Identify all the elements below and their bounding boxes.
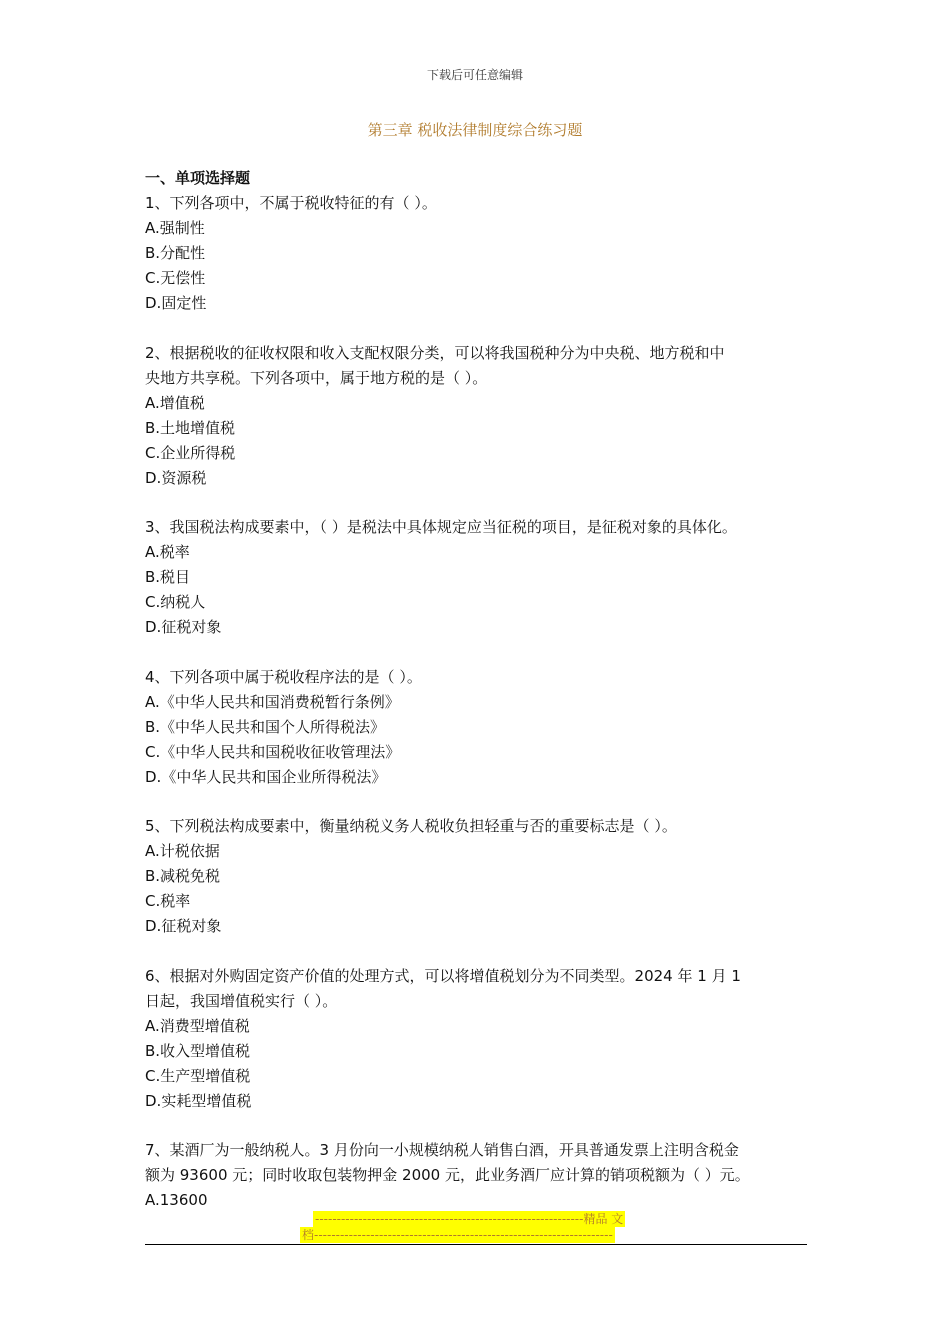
question-stem-cont: 日起，我国增值税实行（ ）。 bbox=[145, 991, 338, 1010]
option-c: C.税率 bbox=[145, 892, 191, 910]
question-2 bbox=[145, 341, 815, 491]
option-d: D.征税对象 bbox=[145, 618, 222, 636]
option-c: C.企业所得税 bbox=[145, 443, 236, 462]
question-stem: 4、下列各项中属于税收程序法的是（ ）。 bbox=[145, 667, 422, 686]
question-stem: 6、根据对外购固定资产价值的处理方式，可以将增值税划分为不同类型。2024 年 1 月 1 bbox=[145, 966, 741, 985]
option-d: D.征税对象 bbox=[145, 917, 222, 935]
question-3 bbox=[145, 515, 815, 640]
option-b: B.税目 bbox=[145, 568, 191, 586]
footer-banner-line-2: 档--------------------------------------------------------------------- bbox=[302, 1228, 613, 1242]
option-c: C.无偿性 bbox=[145, 269, 206, 287]
option-a: A.13600 bbox=[145, 1191, 208, 1209]
question-stem-cont: 额为 93600 元；同时收取包装物押金 2000 元，此业务酒厂应计算的销项税额为（ ）元。 bbox=[145, 1166, 750, 1184]
option-a: A.税率 bbox=[145, 543, 190, 561]
footer-banner-line-1: --------------------------------------------------------------精品 文 bbox=[315, 1212, 624, 1226]
question-stem: 7、某酒厂为一般纳税人。3 月份向一小规模纳税人销售白酒，开具普通发票上注明含税金 bbox=[145, 1141, 739, 1159]
document-title: 第三章 税收法律制度综合练习题 bbox=[367, 121, 583, 139]
option-c: C.《中华人民共和国税收征收管理法》 bbox=[145, 742, 401, 761]
document-body bbox=[145, 166, 815, 1238]
option-d: D.资源税 bbox=[145, 468, 207, 487]
question-5 bbox=[145, 814, 815, 939]
question-4 bbox=[145, 665, 815, 790]
option-a: A.强制性 bbox=[145, 219, 205, 237]
option-b: B.收入型增值税 bbox=[145, 1041, 251, 1060]
question-7 bbox=[145, 1138, 815, 1213]
footer-divider bbox=[145, 1244, 807, 1245]
question-1 bbox=[145, 191, 815, 316]
question-stem: 3、我国税法构成要素中，（ ）是税法中具体规定应当征税的项目，是征税对象的具体化。 bbox=[145, 518, 737, 536]
option-d: D.《中华人民共和国企业所得税法》 bbox=[145, 767, 387, 786]
option-b: B.减税免税 bbox=[145, 867, 221, 885]
option-c: C.纳税人 bbox=[145, 593, 206, 611]
question-stem: 2、根据税收的征收权限和收入支配权限分类，可以将我国税种分为中央税、地方税和中 bbox=[145, 343, 725, 362]
question-stem: 1、下列各项中，不属于税收特征的有（ ）。 bbox=[145, 194, 437, 212]
header-note: 下载后可任意编辑 bbox=[426, 68, 523, 82]
option-b: B.分配性 bbox=[145, 244, 206, 262]
question-stem-cont: 央地方共享税。下列各项中，属于地方税的是（ ）。 bbox=[145, 368, 488, 387]
option-d: D.实耗型增值税 bbox=[145, 1091, 252, 1110]
option-a: A.增值税 bbox=[145, 393, 205, 412]
question-stem: 5、下列税法构成要素中，衡量纳税义务人税收负担轻重与否的重要标志是（ ）。 bbox=[145, 817, 677, 835]
option-b: B.《中华人民共和国个人所得税法》 bbox=[145, 717, 386, 736]
option-a: A.《中华人民共和国消费税暂行条例》 bbox=[145, 692, 400, 711]
section-heading: 一、单项选择题 bbox=[145, 169, 251, 187]
option-a: A.消费型增值税 bbox=[145, 1016, 250, 1035]
option-a: A.计税依据 bbox=[145, 842, 220, 860]
question-6 bbox=[145, 964, 815, 1114]
option-d: D.固定性 bbox=[145, 294, 207, 312]
option-c: C.生产型增值税 bbox=[145, 1066, 251, 1085]
option-b: B.土地增值税 bbox=[145, 418, 236, 437]
